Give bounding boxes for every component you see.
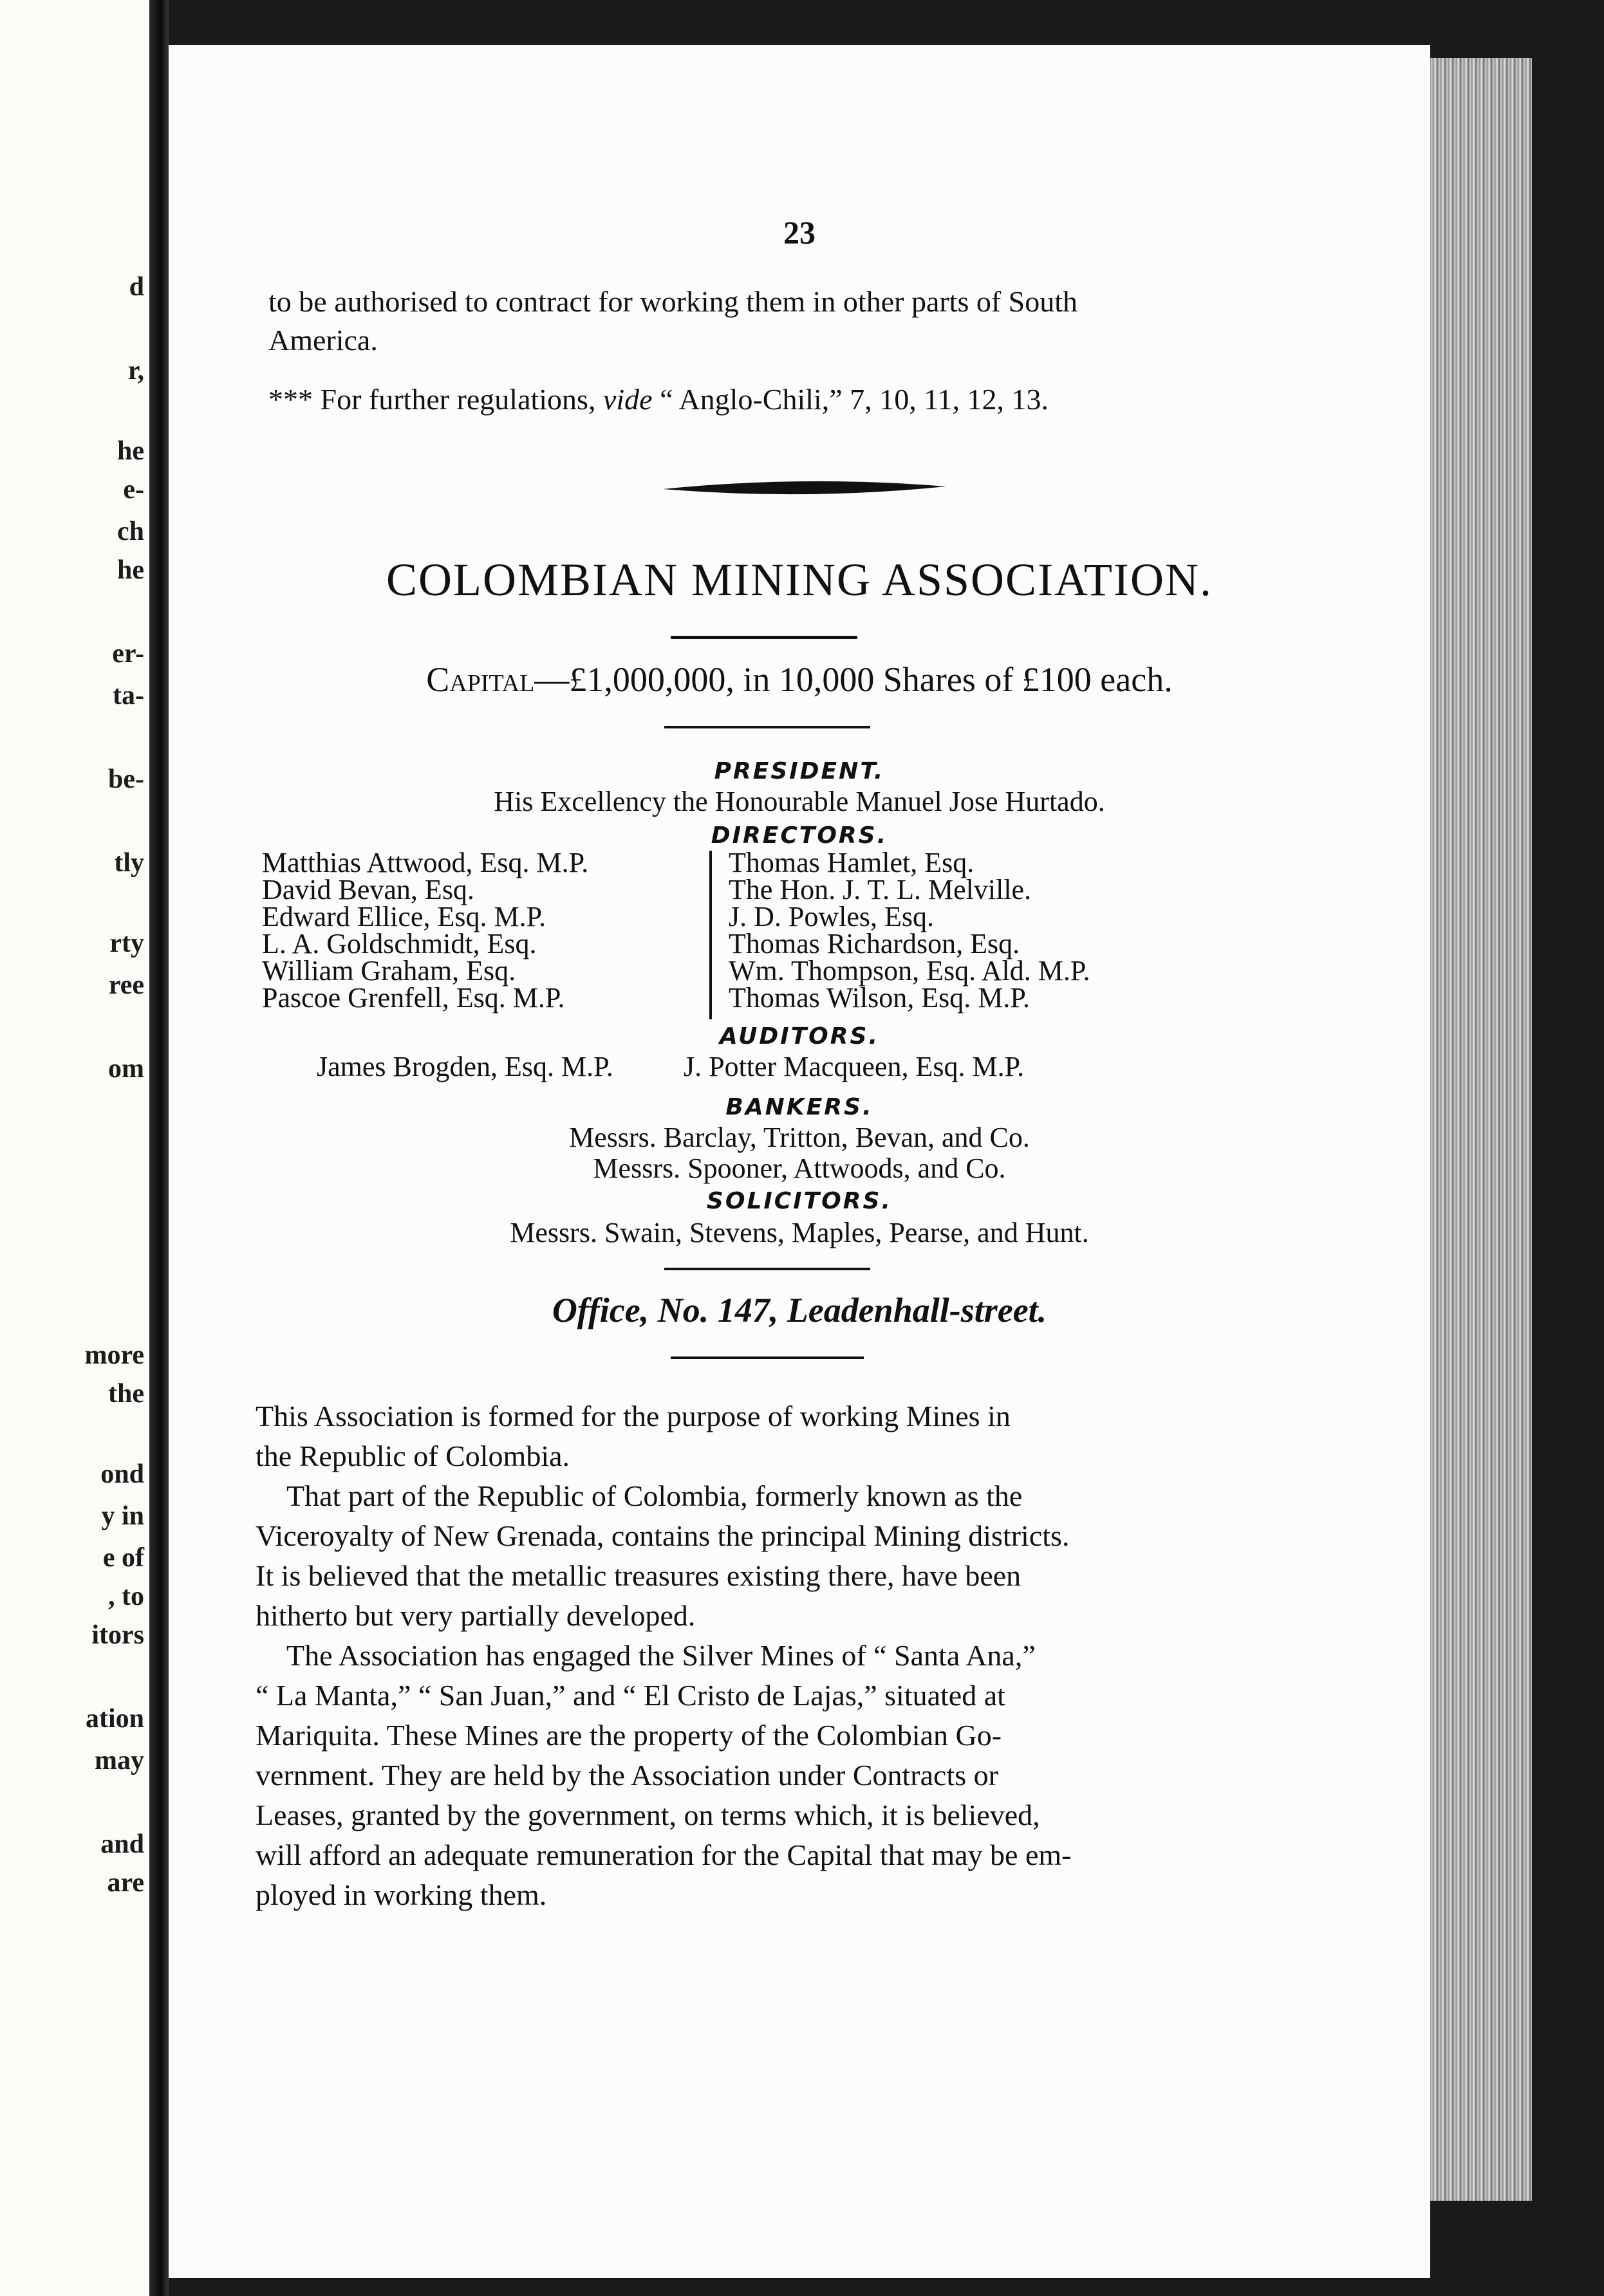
- previous-page-text-fragment: ond: [100, 1459, 144, 1489]
- previous-page-text-fragment: d: [129, 272, 144, 302]
- body-rule: [671, 1356, 864, 1359]
- bankers-heading: BANKERS.: [725, 1094, 873, 1120]
- body-line: It is believed that the metallic treasures existing there, have been: [256, 1559, 1021, 1592]
- previous-page-text-fragment: y in: [101, 1501, 144, 1531]
- page-edges: [1426, 58, 1532, 2201]
- solicitors-heading: SOLICITORS.: [706, 1188, 893, 1214]
- page-number: 23: [783, 214, 816, 250]
- capital-text: —£1,000,000, in 10,000 Shares of £100 each.: [534, 660, 1173, 699]
- director-name: The Hon. J. T. L. Melville.: [729, 874, 1032, 905]
- previous-page-text-fragment: the: [108, 1379, 144, 1409]
- bankers-line-2: Messrs. Spooner, Attwoods, and Co.: [593, 1153, 1006, 1184]
- ornamental-rule: [663, 475, 946, 501]
- previous-page-text-fragment: may: [95, 1746, 144, 1775]
- section-title: COLOMBIAN MINING ASSOCIATION.: [386, 554, 1213, 606]
- director-name: William Graham, Esq.: [262, 955, 516, 986]
- previous-page-text-fragment: are: [107, 1868, 144, 1898]
- body-line: Mariquita. These Mines are the property of the Colombian Go-: [256, 1719, 1002, 1752]
- solicitors-line: Messrs. Swain, Stevens, Maples, Pearse, and Hunt.: [510, 1217, 1089, 1248]
- body-line: This Association is formed for the purpose of working Mines in: [256, 1400, 1011, 1432]
- director-name: Matthias Attwood, Esq. M.P.: [262, 847, 589, 878]
- body-line: hitherto but very partially developed.: [256, 1599, 696, 1632]
- note-suffix: “ Anglo-Chili,” 7, 10, 11, 12, 13.: [660, 383, 1049, 416]
- previous-page-strip: [0, 0, 149, 2296]
- office-rule: [664, 1268, 870, 1270]
- previous-page-text-fragment: ree: [108, 970, 144, 1000]
- body-line: vernment. They are held by the Association under Contracts or: [256, 1759, 998, 1791]
- office-address: Office, No. 147, Leadenhall-street.: [552, 1291, 1047, 1329]
- capital-label: Capital: [426, 660, 535, 699]
- body-line: The Association has engaged the Silver Mines of “ Santa Ana,”: [286, 1639, 1036, 1672]
- director-name: Edward Ellice, Esq. M.P.: [262, 901, 546, 932]
- directors-right-column: [729, 849, 1090, 1012]
- director-name: David Bevan, Esq.: [262, 874, 474, 905]
- previous-page-text-fragment: tly: [114, 848, 144, 878]
- intro-line-1: to be authorised to contract for working them in other parts of South: [268, 285, 1078, 318]
- regulations-note: [268, 380, 1049, 420]
- previous-page-text-fragment: and: [100, 1829, 144, 1859]
- book-gutter: [149, 0, 169, 2296]
- previous-page-text-fragment: ta-: [113, 681, 144, 710]
- director-name: Thomas Hamlet, Esq.: [729, 847, 975, 878]
- president-name: His Excellency the Honourable Manuel Jose Hurtado.: [494, 786, 1105, 817]
- body-line: the Republic of Colombia.: [256, 1440, 570, 1472]
- auditors-heading: AUDITORS.: [719, 1023, 880, 1050]
- previous-page-text-fragment: more: [84, 1340, 144, 1370]
- body-line: Leases, granted by the government, on terms which, it is believed,: [256, 1799, 1040, 1831]
- previous-page-text-fragment: e of: [102, 1543, 144, 1573]
- body-line: ployed in working them.: [256, 1878, 547, 1911]
- body-text: [256, 1396, 1337, 1915]
- previous-page-text-fragment: ation: [85, 1704, 144, 1734]
- previous-page-text-fragment: r,: [127, 356, 144, 385]
- director-name: Thomas Wilson, Esq. M.P.: [729, 982, 1030, 1014]
- previous-page-text-fragment: om: [108, 1054, 144, 1084]
- president-heading: PRESIDENT.: [714, 758, 885, 784]
- previous-page-text-fragment: itors: [91, 1620, 144, 1650]
- capital-rule: [664, 726, 870, 728]
- previous-page-text-fragment: e-: [123, 475, 144, 505]
- auditor-right: J. Potter Macqueen, Esq. M.P.: [684, 1051, 1025, 1082]
- document-page: [169, 45, 1430, 2278]
- auditor-left: James Brogden, Esq. M.P.: [317, 1051, 613, 1082]
- bankers-line-1: Messrs. Barclay, Tritton, Bevan, and Co.: [569, 1122, 1030, 1153]
- body-line: “ La Manta,” “ San Juan,” and “ El Cristo de Lajas,” situated at: [256, 1679, 1005, 1712]
- note-vide: vide: [602, 383, 653, 416]
- intro-line-2: America.: [268, 324, 378, 356]
- director-name: Pascoe Grenfell, Esq. M.P.: [262, 982, 565, 1014]
- previous-page-text-fragment: , to: [108, 1582, 144, 1611]
- title-rule: [671, 636, 857, 639]
- body-line: will afford an adequate remuneration for the Capital that may be em-: [256, 1838, 1072, 1871]
- directors-left-column: [262, 849, 588, 1012]
- directors-heading: DIRECTORS.: [711, 822, 888, 849]
- directors-column-divider: [709, 851, 712, 1019]
- director-name: Thomas Richardson, Esq.: [729, 928, 1020, 959]
- previous-page-text-fragment: ch: [117, 517, 144, 546]
- previous-page-text-fragment: be-: [108, 764, 144, 794]
- previous-page-text-fragment: rty: [109, 929, 144, 958]
- previous-page-text-fragment: he: [117, 436, 144, 466]
- capital-line: [169, 660, 1430, 699]
- director-name: L. A. Goldschmidt, Esq.: [262, 928, 537, 959]
- director-name: Wm. Thompson, Esq. Ald. M.P.: [729, 955, 1090, 986]
- previous-page-text-fragment: er-: [112, 639, 144, 669]
- body-line: Viceroyalty of New Grenada, contains the principal Mining districts.: [256, 1519, 1070, 1552]
- note-prefix: *** For further regulations,: [268, 383, 596, 416]
- director-name: J. D. Powles, Esq.: [729, 901, 935, 932]
- body-line: That part of the Republic of Colombia, formerly known as the: [286, 1479, 1023, 1512]
- previous-page-text-fragment: he: [117, 555, 144, 585]
